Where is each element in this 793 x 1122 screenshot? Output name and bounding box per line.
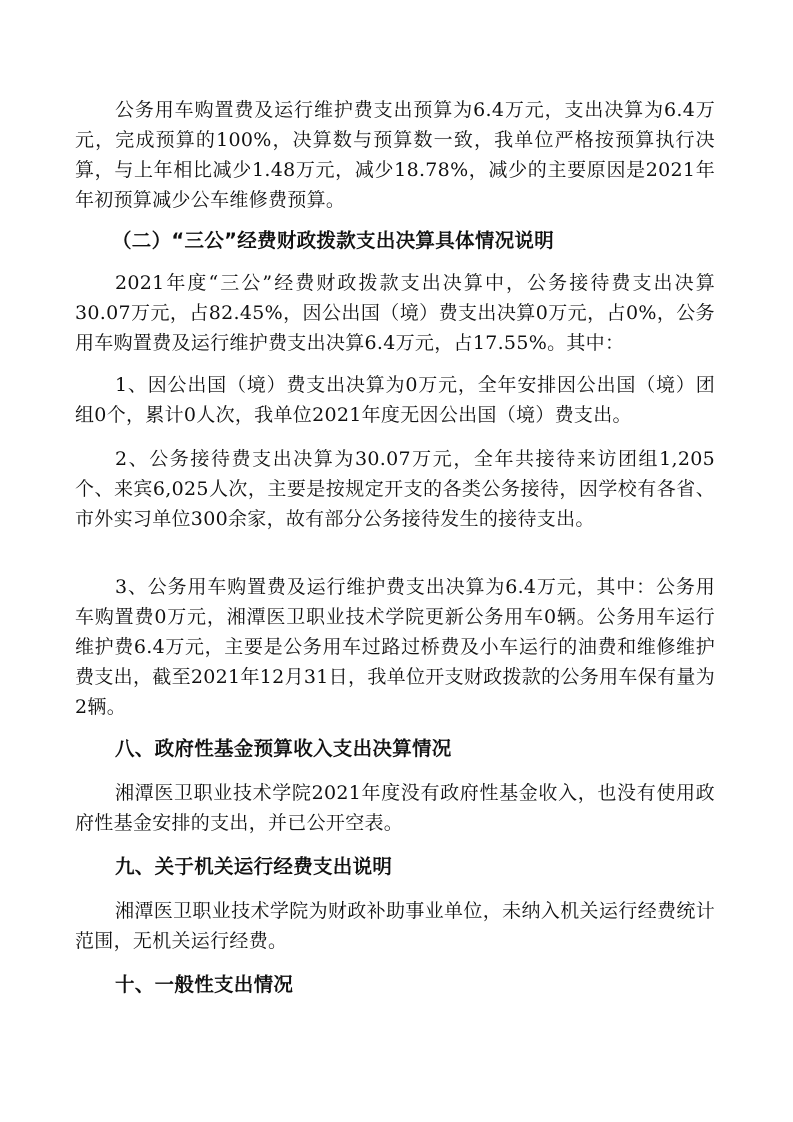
section-heading-three-public-details: （二）“三公”经费财政拨款支出决算具体情况说明 [112,229,555,252]
section-heading-general-expenditure: 十、一般性支出情况 [115,973,294,996]
paragraph-vehicle-budget: 公务用车购置费及运行维护费支出预算为6.4万元，支出决算为6.4万元，完成预算的100%，决算数与预算数一致，我单位严格按预算执行决算，与上年相比减少1.48万元，减少18.78%，减少的主要原因是2021年年初预算减少公车维修费预算。 [75,99,715,211]
paragraph-vehicle-expenses: 3、公务用车购置费及运行维护费支出决算为6.4万元，其中：公务用车购置费0万元，湘潭医卫职业技术学院更新公务用车0辆。公务用车运行维护费6.4万元，主要是公务用车过路过桥费及小车运行的油费和维修维护费支出，截至2021年12月31日，我单位开支财政拨款的公务用车保有量为2辆。 [75,576,715,718]
section-heading-agency-operating-costs: 九、关于机关运行经费支出说明 [115,855,393,878]
paragraph-three-public-summary: 2021年度“三公”经费财政拨款支出决算中，公务接待费支出决算30.07万元，占82.45%，因公出国（境）费支出决算0万元，占0%，公务用车购置费及运行维护费支出决算6.4万元，占17.55%。其中： [75,272,715,354]
section-heading-government-funds: 八、政府性基金预算收入支出决算情况 [115,737,452,760]
paragraph-agency-operating-costs: 湘潭医卫职业技术学院为财政补助事业单位，未纳入机关运行经费统计范围，无机关运行经费。 [75,900,715,952]
paragraph-reception-expenses: 2、公务接待费支出决算为30.07万元，全年共接待来访团组1,205个、来宾6,025人次，主要是按规定开支的各类公务接待，因学校有各省、市外实习单位300余家，故有部分公务接待发生的接待支出。 [75,448,715,530]
paragraph-government-funds: 湘潭医卫职业技术学院2021年度没有政府性基金收入，也没有使用政府性基金安排的支出，并已公开空表。 [75,782,715,834]
paragraph-overseas-expenses: 1、因公出国（境）费支出决算为0万元，全年安排因公出国（境）团组0个，累计0人次，我单位2021年度无因公出国（境）费支出。 [75,374,715,426]
